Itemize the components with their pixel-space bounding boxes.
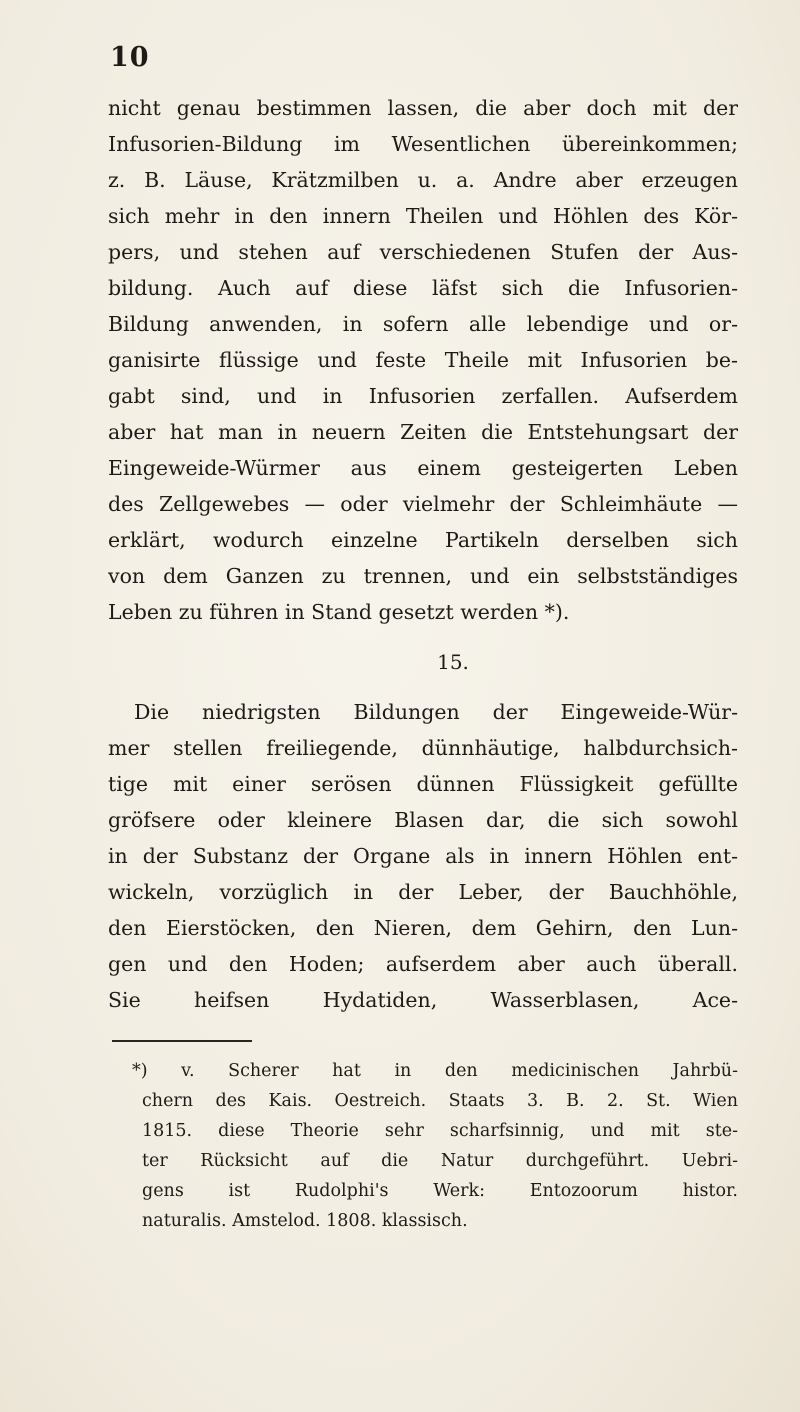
text-line: mer stellen freiliegende, dünnhäutige, halbdurchsich- — [108, 736, 738, 760]
text-line: Bildung anwenden, in sofern alle lebendige und or- — [108, 312, 738, 336]
section-number: 15. — [437, 650, 469, 674]
text-line: gen und den Hoden; aufserdem aber auch überall. — [108, 952, 738, 976]
text-line: Die niedrigsten Bildungen der Eingeweide-Wür- — [134, 700, 738, 724]
text-line: aber hat man in neuern Zeiten die Entstehungsart der — [108, 420, 738, 444]
text-line: Infusorien-Bildung im Wesentlichen übereinkommen; — [108, 132, 738, 156]
text-line: in der Substanz der Organe als in innern Höhlen ent- — [108, 844, 738, 868]
text-line: tige mit einer serösen dünnen Flüssigkeit gefüllte — [108, 772, 738, 796]
text-line: ganisirte flüssige und feste Theile mit Infusorien be- — [108, 348, 738, 372]
footnote-line: *) v. Scherer hat in den medicinischen Jahrbü- — [132, 1061, 738, 1081]
footnote-line: gens ist Rudolphi's Werk: Entozoorum histor. — [142, 1181, 738, 1201]
footnote-divider — [112, 1040, 252, 1042]
text-line: sich mehr in den innern Theilen und Höhlen des Kör- — [108, 204, 738, 228]
footnote-line: 1815. diese Theorie sehr scharfsinnig, und mit ste- — [142, 1121, 738, 1141]
footnote-line: ter Rücksicht auf die Natur durchgeführt. Uebri- — [142, 1151, 738, 1171]
text-line: Sie heifsen Hydatiden, Wasserblasen, Ace- — [108, 988, 738, 1012]
page-number: 10 — [110, 42, 150, 73]
footnote — [108, 1056, 738, 1236]
text-line: erklärt, wodurch einzelne Partikeln derselben sich — [108, 528, 738, 552]
page-body — [108, 90, 738, 1236]
text-line: den Eierstöcken, den Nieren, dem Gehirn, den Lun- — [108, 916, 738, 940]
text-line: des Zellgewebes — oder vielmehr der Schleimhäute — — [108, 492, 738, 516]
text-line: gröfsere oder kleinere Blasen dar, die sich sowohl — [108, 808, 738, 832]
text-line: von dem Ganzen zu trennen, und ein selbstständiges — [108, 564, 738, 588]
text-line: Leben zu führen in Stand gesetzt werden *). — [108, 600, 570, 624]
paragraph-2 — [108, 694, 738, 1018]
text-line: nicht genau bestimmen lassen, die aber doch mit der — [108, 96, 738, 120]
text-line: wickeln, vorzüglich in der Leber, der Bauchhöhle, — [108, 880, 738, 904]
paragraph-1 — [108, 90, 738, 630]
text-line: gabt sind, und in Infusorien zerfallen. Aufserdem — [108, 384, 738, 408]
text-line: pers, und stehen auf verschiedenen Stufen der Aus- — [108, 240, 738, 264]
text-line: Eingeweide-Würmer aus einem gesteigerten Leben — [108, 456, 738, 480]
footnote-line: chern des Kais. Oestreich. Staats 3. B. 2. St. Wien — [142, 1091, 738, 1111]
footnote-line: naturalis. Amstelod. 1808. klassisch. — [142, 1211, 468, 1231]
text-line: bildung. Auch auf diese läfst sich die Infusorien- — [108, 276, 738, 300]
text-line: z. B. Läuse, Krätzmilben u. a. Andre aber erzeugen — [108, 168, 738, 192]
